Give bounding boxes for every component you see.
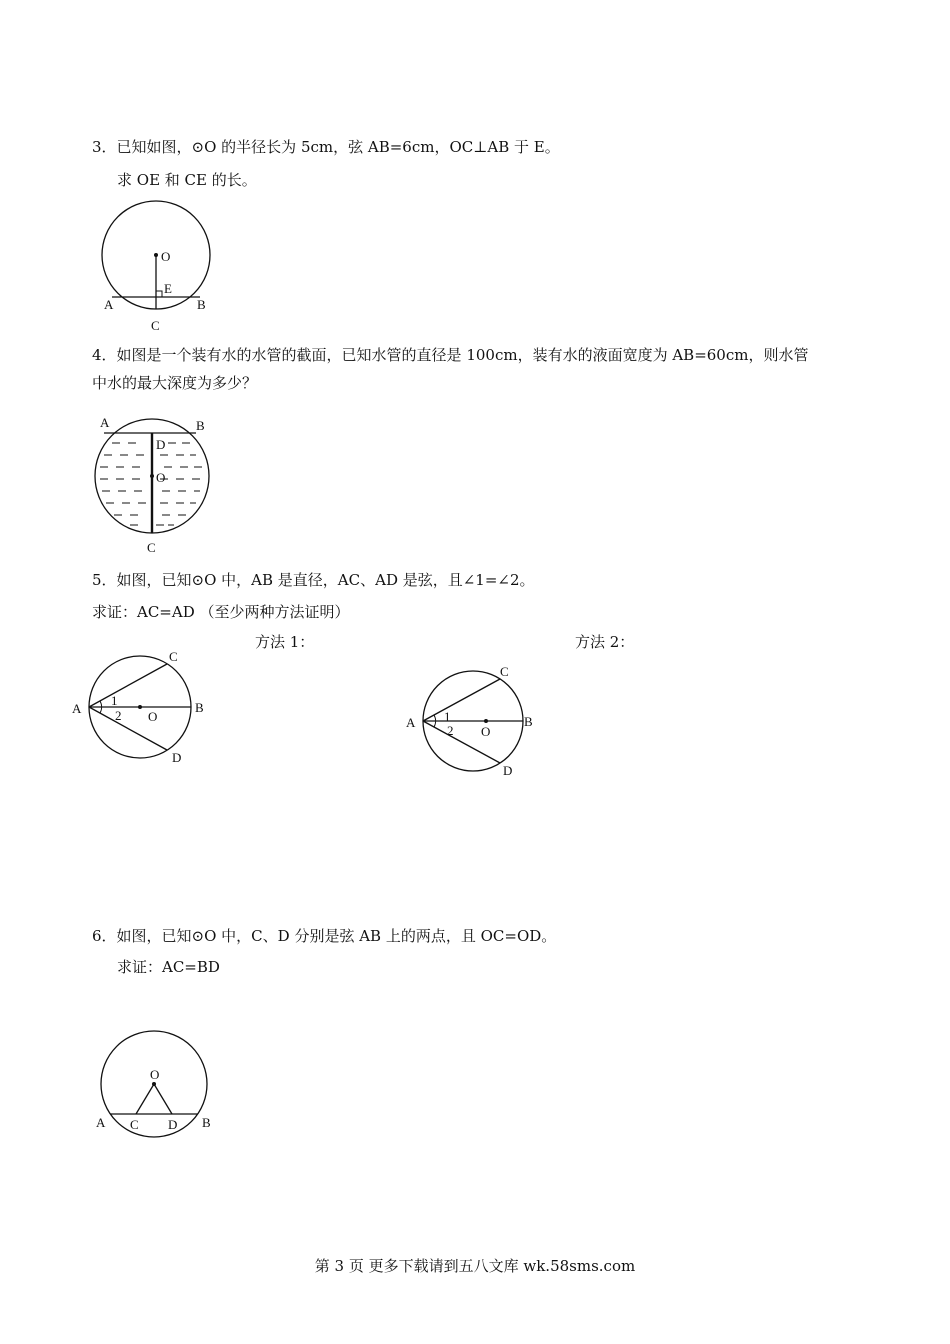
center-dot	[154, 253, 158, 257]
label-c: C	[151, 318, 160, 333]
center-dot	[152, 1082, 156, 1086]
method-2-label: 方法 2：	[575, 633, 635, 651]
label-d: D	[503, 763, 513, 778]
problem-4-question: 中水的最大深度为多少？	[92, 374, 258, 392]
label-b: B	[202, 1115, 211, 1130]
method-1-label: 方法 1：	[255, 633, 315, 651]
page-footer: 第 3 页 更多下载请到五八文库 wk.58sms.com	[314, 1257, 636, 1275]
label-a: A	[104, 297, 114, 312]
problem-6-question: 求证：AC=BD	[117, 958, 220, 976]
segment-oc	[136, 1084, 154, 1114]
chord-ac	[89, 664, 167, 707]
label-b: B	[196, 418, 205, 433]
label-o: O	[161, 249, 171, 264]
label-d: D	[156, 437, 166, 452]
problem-5-figure-2	[400, 660, 550, 785]
label-c: C	[169, 649, 178, 664]
label-e: E	[164, 281, 172, 296]
problem-3-statement: 3．已知如图，⊙O 的半径长为 5cm，弦 AB=6cm，OC⊥AB 于 E。	[92, 138, 560, 156]
label-angle-1: 1	[444, 709, 451, 724]
problem-6-statement: 6．如图，已知⊙O 中，C、D 分别是弦 AB 上的两点，且 OC=OD。	[92, 927, 557, 945]
label-a: A	[406, 715, 416, 730]
label-c: C	[500, 664, 509, 679]
label-o: O	[156, 470, 166, 485]
label-angle-2: 2	[447, 723, 454, 738]
label-d: D	[168, 1117, 178, 1132]
problem-4-statement: 4．如图是一个装有水的水管的截面，已知水管的直径是 100cm，装有水的液面宽度为 AB=60cm，则水管	[92, 346, 809, 364]
label-d: D	[172, 750, 182, 765]
label-c: C	[130, 1117, 139, 1132]
problem-6-figure	[88, 1025, 228, 1140]
problem-3-figure	[90, 195, 230, 340]
problem-4-figure	[90, 410, 230, 560]
problem-5-question: 求证：AC=AD （至少两种方法证明）	[92, 603, 350, 621]
label-a: A	[96, 1115, 106, 1130]
label-a: A	[72, 701, 82, 716]
label-a: A	[100, 415, 110, 430]
right-angle-mark	[156, 291, 162, 297]
label-o: O	[148, 709, 158, 724]
segment-od	[154, 1084, 172, 1114]
problem-3-question: 求 OE 和 CE 的长。	[117, 171, 257, 189]
problem-5-statement: 5．如图，已知⊙O 中，AB 是直径，AC、AD 是弦，且∠1=∠2。	[92, 571, 535, 589]
problem-5-figure-1	[66, 645, 216, 770]
label-angle-2: 2	[115, 708, 122, 723]
center-dot	[138, 705, 142, 709]
center-dot	[150, 474, 154, 478]
center-dot	[484, 719, 488, 723]
label-c: C	[147, 540, 156, 555]
label-o: O	[481, 724, 491, 739]
label-b: B	[197, 297, 206, 312]
label-b: B	[524, 714, 533, 729]
label-o: O	[150, 1067, 160, 1082]
label-b: B	[195, 700, 204, 715]
chord-ac	[423, 679, 500, 721]
label-angle-1: 1	[111, 693, 118, 708]
